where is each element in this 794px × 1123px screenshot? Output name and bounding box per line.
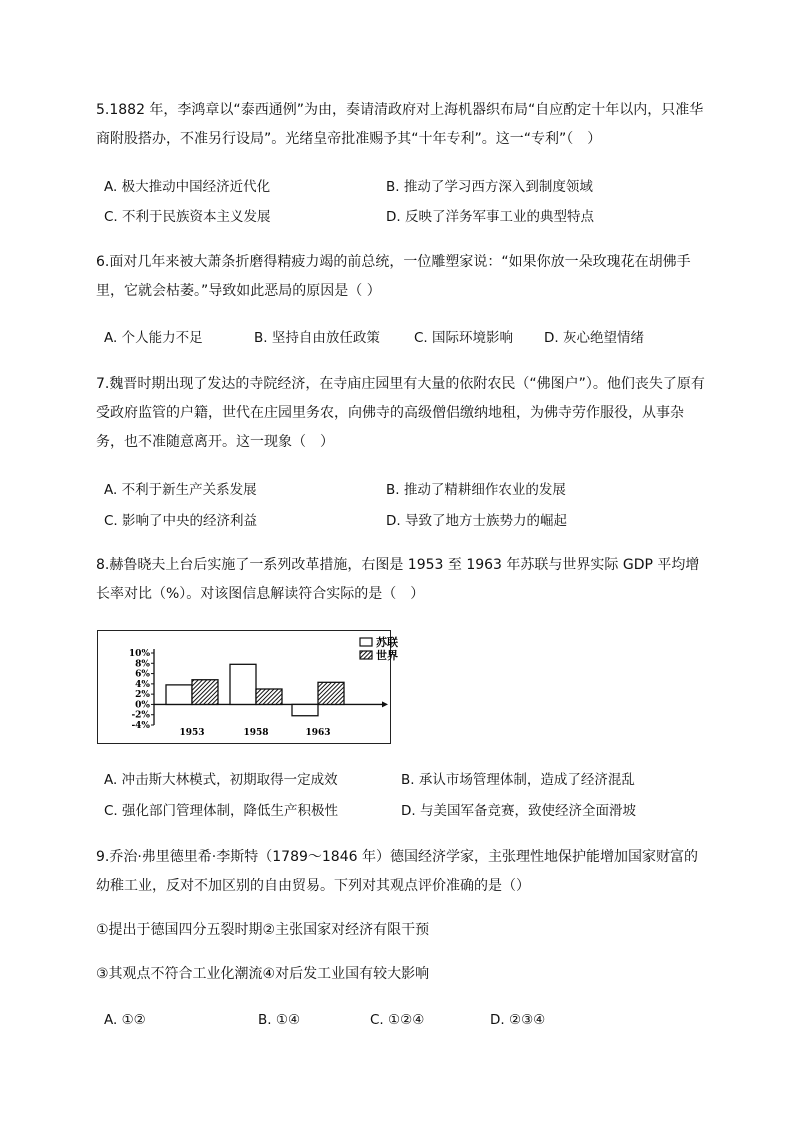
question-8-option-a[interactable]: A. 冲击斯大林模式，初期取得一定成效 <box>104 772 338 788</box>
question-5-option-a[interactable]: A. 极大推动中国经济近代化 <box>104 179 271 195</box>
question-9-option-b[interactable]: B. ①④ <box>258 1012 301 1028</box>
bar-世界-1953 <box>192 680 218 705</box>
question-6-option-c[interactable]: C. 国际环境影响 <box>414 330 514 346</box>
y-tick-label: -2% <box>131 710 150 721</box>
legend-label-苏联: 苏联 <box>376 636 398 649</box>
question-7-option-d[interactable]: D. 导致了地方士族势力的崛起 <box>386 513 567 529</box>
gdp-growth-chart <box>97 630 398 744</box>
gdp-growth-chart-svg <box>98 631 398 743</box>
question-5-option-b[interactable]: B. 推动了学习西方深入到制度领域 <box>386 179 593 195</box>
bar-苏联-1963 <box>292 704 318 715</box>
legend-swatch-苏联 <box>360 638 372 646</box>
x-tick-label: 1953 <box>179 728 205 738</box>
question-5-option-d[interactable]: D. 反映了洋务军事工业的典型特点 <box>386 209 594 225</box>
y-tick-label: 6% <box>135 669 150 680</box>
y-tick-label: 4% <box>135 679 150 690</box>
question-9-statement-2: ③其观点不符合工业化潮流④对后发工业国有较大影响 <box>96 966 430 982</box>
question-7-option-c[interactable]: C. 影响了中央的经济利益 <box>104 513 258 529</box>
y-tick-label: -4% <box>131 721 150 731</box>
question-9-option-a[interactable]: A. ①② <box>104 1012 146 1028</box>
question-8-option-b[interactable]: B. 承认市场管理体制，造成了经济混乱 <box>401 772 635 788</box>
question-6-option-d[interactable]: D. 灰心绝望情绪 <box>544 330 644 346</box>
question-9-option-c[interactable]: C. ①②④ <box>370 1012 425 1028</box>
question-5-stem: 5.1882 年，李鸿章以“泰西通例”为由，奏请清政府对上海机器织布局“自应酌定十年以内，只准华商附股搭办，不准另行设局”。光绪皇帝批准赐予其“十年专利”。这一“专利”（ ） <box>96 102 704 147</box>
bar-苏联-1953 <box>166 685 192 705</box>
question-5-option-c[interactable]: C. 不利于民族资本主义发展 <box>104 209 271 225</box>
y-tick-label: 10% <box>128 649 150 659</box>
question-6-stem: 6.面对几年来被大萧条折磨得精疲力竭的前总统，一位雕塑家说：“如果你放一朵玫瑰花在胡佛手里，它就会枯萎。”导致如此恶局的原因是（ ） <box>96 254 691 299</box>
question-9-stem: 9.乔治·弗里德里希·李斯特（1789～1846 年）德国经济学家，主张理性地保护能增加国家财富的幼稚工业，反对不加区别的自由贸易。下列对其观点评价准确的是（） <box>96 849 698 894</box>
legend-label-世界: 世界 <box>376 649 398 662</box>
question-7-option-a[interactable]: A. 不利于新生产关系发展 <box>104 482 257 498</box>
question-6-option-a[interactable]: A. 个人能力不足 <box>104 330 203 346</box>
question-8-stem: 8.赫鲁晓夫上台后实施了一系列改革措施，右图是 1953 至 1963 年苏联与世界实际 GDP 平均增长率对比（%）。对该图信息解读符合实际的是（ ） <box>96 557 700 602</box>
y-tick-label: 8% <box>135 659 150 670</box>
question-9-option-d[interactable]: D. ②③④ <box>490 1012 546 1028</box>
question-7-option-b[interactable]: B. 推动了精耕细作农业的发展 <box>386 482 566 498</box>
question-6-option-b[interactable]: B. 坚持自由放任政策 <box>254 330 380 346</box>
x-axis-arrow <box>382 701 388 707</box>
bar-苏联-1958 <box>230 664 256 704</box>
question-9-statement-1: ①提出于德国四分五裂时期②主张国家对经济有限干预 <box>96 922 430 938</box>
y-tick-label: 0% <box>135 700 150 711</box>
question-8-option-d[interactable]: D. 与美国军备竞赛，致使经济全面滑坡 <box>401 803 636 819</box>
x-tick-label: 1963 <box>305 728 331 738</box>
bar-世界-1963 <box>318 682 344 704</box>
question-8-option-c[interactable]: C. 强化部门管理体制，降低生产积极性 <box>104 803 339 819</box>
legend-swatch-世界 <box>360 651 372 659</box>
x-tick-label: 1958 <box>243 728 269 738</box>
bar-世界-1958 <box>256 689 282 704</box>
question-7-stem: 7.魏晋时期出现了发达的寺院经济，在寺庙庄园里有大量的依附农民（“佛图户”）。他们丧失了原有受政府监管的户籍，世代在庄园里务农，向佛寺的高级僧侣缴纳地租，为佛寺劳作服役，从事杂务，也不准随意离开。这一现象（ ） <box>96 376 705 450</box>
y-tick-label: 2% <box>135 690 150 701</box>
